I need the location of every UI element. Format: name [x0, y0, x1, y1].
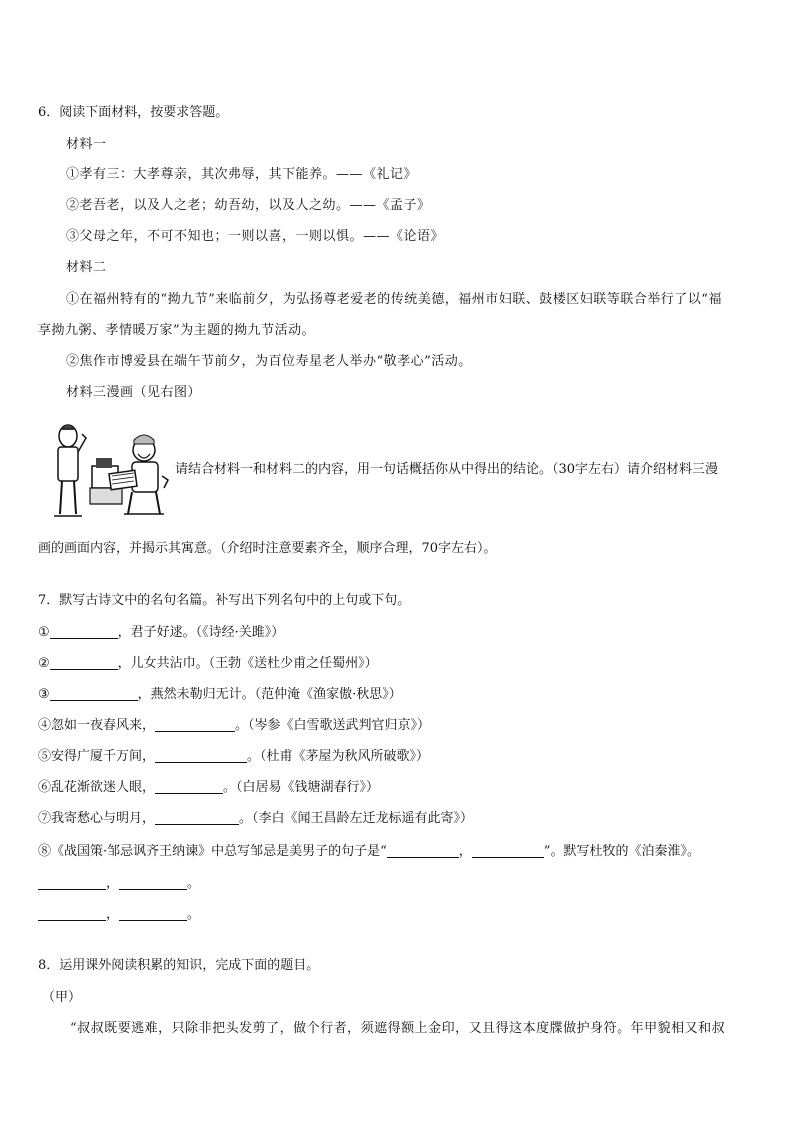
- q7-item-3: [38, 686, 402, 704]
- answer-blank[interactable]: [387, 843, 459, 858]
- comma: ，: [106, 907, 120, 922]
- q7-item-4-prefix: ④忽如一夜春风来，: [38, 718, 156, 733]
- q7-item-5-prefix: ⑤安得广厦千万间，: [38, 749, 156, 764]
- comma: ，: [106, 876, 120, 891]
- q7-item-2-number: ②: [38, 656, 50, 671]
- cartoon-illustration: [40, 418, 170, 524]
- answer-blank[interactable]: [50, 686, 138, 701]
- q7-item-1: [38, 624, 284, 642]
- q7-item-4-suffix: 。（岑参《白雪歌送武判官归京》）: [235, 718, 431, 733]
- answer-blank[interactable]: [50, 624, 118, 639]
- q7-item-2: [38, 655, 378, 673]
- answer-blank[interactable]: [155, 810, 239, 825]
- q7-item-2-text: ，儿女共沾巾。（王勃《送杜少甫之任蜀州》）: [117, 656, 378, 671]
- answer-blank[interactable]: [155, 748, 247, 763]
- q7-item-6-suffix: 。（白居易《钱塘湖春行》）: [223, 780, 380, 795]
- material-2-line-2: ②焦作市博爱县在端午节前夕，为百位寿星老人举办“敬孝心”活动。: [66, 354, 472, 369]
- q7-item-5-suffix: 。（杜甫《茅屋为秋风所破歌》）: [247, 749, 430, 764]
- material-2-line-1a: ①在福州特有的“拗九节”来临前夕，为弘扬尊老爱老的传统美德，福州市妇联、鼓楼区妇联等联合举行了以“福: [66, 292, 722, 307]
- answer-blank[interactable]: [472, 843, 544, 858]
- q7-item-1-number: ①: [38, 625, 50, 640]
- q7-item-7-suffix: 。（李白《闻王昌龄左迁龙标遥有此寄》）: [239, 811, 474, 826]
- q7-item-6: [38, 779, 379, 797]
- q7-item-4: [38, 717, 430, 735]
- q7-item-1-text: ，君子好逑。（《诗经·关雎》）: [117, 625, 285, 640]
- q8-title: 8．运用课外阅读积累的知识，完成下面的题目。: [38, 958, 320, 973]
- q7-item-5: [38, 748, 429, 766]
- q8-part-label: （甲）: [42, 990, 82, 1005]
- q7-item-3-number: ③: [38, 687, 50, 702]
- answer-blank[interactable]: [119, 875, 187, 890]
- q7-item-7: [38, 810, 473, 828]
- q7-poem-line-2: [38, 906, 200, 924]
- q7-item-8-mid: ，: [458, 844, 472, 859]
- period: 。: [187, 907, 201, 922]
- q6-title: 6．阅读下面材料，按要求答题。: [38, 105, 229, 120]
- answer-blank[interactable]: [119, 906, 187, 921]
- material-1-line-2: ②老吾老，以及人之老；幼吾幼，以及人之幼。——《孟子》: [66, 198, 431, 213]
- q7-item-8-suffix: ”。默写杜牧的《泊秦淮》。: [543, 844, 700, 859]
- q7-item-7-prefix: ⑦我寄愁心与明月，: [38, 811, 156, 826]
- q7-item-8: [38, 843, 700, 861]
- material-2-line-1b: 享拗九粥、孝情暖万家”为主题的拗九节活动。: [38, 323, 316, 338]
- q6-prompt-a: 请结合材料一和材料二的内容，用一句话概括你从中得出的结论。（30字左右）请介绍材料三漫: [175, 462, 719, 477]
- q7-item-3-text: ，燕然未勒归无计。（范仲淹《渔家傲·秋思》）: [137, 687, 402, 702]
- answer-blank[interactable]: [38, 875, 106, 890]
- q8-passage-text: “叔叔既要逃难，只除非把头发剪了，做个行者，须遮得额上金印，又且得这本度牒做护身符。年甲貌相又和叔: [70, 1021, 726, 1036]
- material-1-line-1: ①孝有三：大孝尊亲，其次弗辱，其下能养。——《礼记》: [66, 167, 418, 182]
- answer-blank[interactable]: [155, 717, 235, 732]
- q7-item-8-prefix: ⑧《战国策·邹忌讽齐王纳谏》中总写邹忌是美男子的句子是“: [38, 844, 387, 859]
- q7-title: 7．默写古诗文中的名句名篇。补写出下列名句中的上句或下句。: [38, 593, 411, 608]
- material-3-label: 材料三漫画（见右图）: [66, 385, 202, 400]
- material-1-line-3: ③父母之年，不可不知也；一则以喜，一则以惧。——《论语》: [66, 229, 445, 244]
- q7-poem-line-1: [38, 875, 200, 893]
- answer-blank[interactable]: [50, 655, 118, 670]
- q6-prompt-b: 画的画面内容，并揭示其寓意。（介绍时注意要素齐全，顺序合理，70字左右）。: [38, 541, 497, 556]
- answer-blank[interactable]: [38, 906, 106, 921]
- material-2-label: 材料二: [66, 260, 107, 275]
- answer-blank[interactable]: [155, 779, 223, 794]
- period: 。: [187, 876, 201, 891]
- material-1-label: 材料一: [66, 137, 107, 152]
- q7-item-6-prefix: ⑥乱花渐欲迷人眼，: [38, 780, 156, 795]
